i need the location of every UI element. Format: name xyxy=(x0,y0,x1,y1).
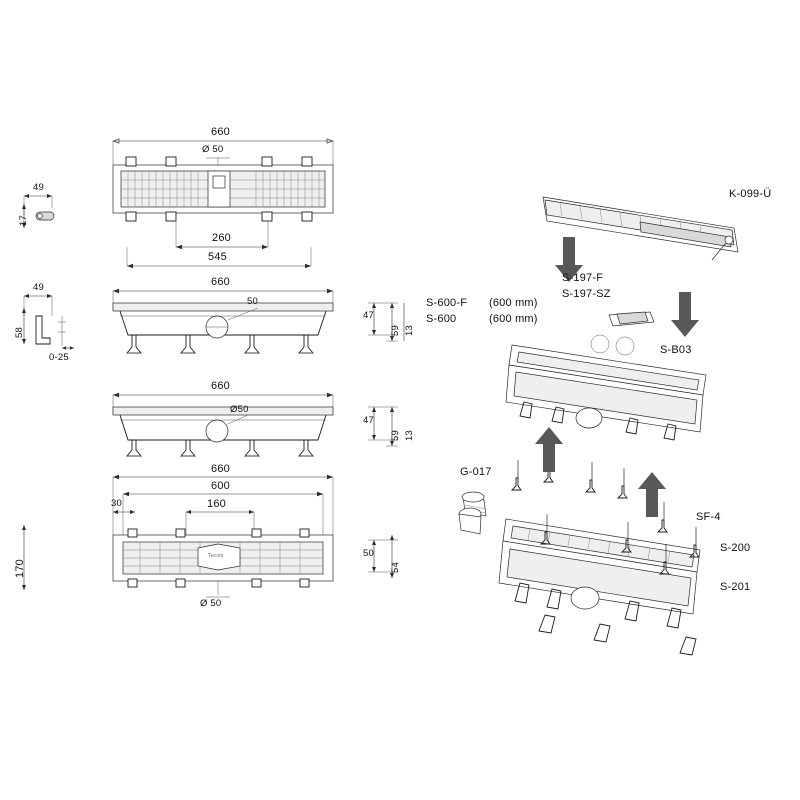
dim-label-13-side2: 13 xyxy=(404,430,415,441)
dim-label-47-side2: 47 xyxy=(363,415,374,426)
dim-label-49-detail: 49 xyxy=(33,182,44,193)
dim-label-54-bottom: 54 xyxy=(390,562,401,573)
brand-mark: Tecon xyxy=(208,553,224,559)
dim-label-47-side1: 47 xyxy=(363,310,374,321)
dim-label-0-25: 0-25 xyxy=(49,352,69,363)
part-label-s197sz: S-197-SZ xyxy=(562,288,611,300)
part-label-s197f: S-197-F xyxy=(562,272,604,284)
dim-label-660-side1: 660 xyxy=(211,276,230,288)
dim-label-49-side1: 49 xyxy=(33,282,44,293)
channel-side-view-2 xyxy=(113,407,333,456)
dim-58-side1 xyxy=(22,308,26,344)
iso-seal-piece xyxy=(591,312,654,355)
part-label-s200: S-200 xyxy=(720,542,751,554)
dim-label-545: 545 xyxy=(208,251,227,263)
dim-49-side1 xyxy=(24,294,52,316)
dim-160-bottom xyxy=(186,510,254,535)
model-size-s600f: (600 mm) xyxy=(489,297,538,309)
dim-label-30: 30 xyxy=(111,498,122,509)
model-label-s600f: S-600-F xyxy=(426,297,468,309)
dim-label-170: 170 xyxy=(14,559,26,578)
dim-label-660-bottom: 660 xyxy=(211,463,230,475)
dim-170-bottom xyxy=(22,525,26,590)
part-label-g017: G-017 xyxy=(460,466,492,478)
dim-label-660-top: 660 xyxy=(211,126,230,138)
dim-label-dia50-bottom: Ø 50 xyxy=(200,598,222,609)
part-label-s201: S-201 xyxy=(720,581,751,593)
dim-label-160: 160 xyxy=(207,498,226,510)
dim-label-dia50-top: Ø 50 xyxy=(202,144,224,155)
part-label-k099u: K-099-Ü xyxy=(729,188,772,200)
part-label-sf4: SF-4 xyxy=(696,511,721,523)
dim-label-600-bottom: 600 xyxy=(211,480,230,492)
channel-side-view-1 xyxy=(113,303,333,353)
model-size-s600: (600 mm) xyxy=(489,313,538,325)
dim-label-260: 260 xyxy=(212,232,231,244)
dim-label-17: 17 xyxy=(18,215,29,226)
dim-label-58: 58 xyxy=(14,327,25,338)
dim-label-13-side1: 13 xyxy=(404,325,415,336)
channel-bottom-view xyxy=(113,529,333,597)
iso-assembled-drain xyxy=(459,508,700,655)
dim-label-50-bottom: 50 xyxy=(363,548,374,559)
dim-label-59-side2: 59 xyxy=(390,430,401,441)
dim-30-bottom xyxy=(113,510,135,514)
dim-label-59-side1: 59 xyxy=(390,325,401,336)
dim-label-660-side2: 660 xyxy=(211,380,230,392)
iso-channel-body xyxy=(506,345,706,440)
model-label-s600: S-600 xyxy=(426,313,457,325)
part-label-sb03: S-B03 xyxy=(660,344,692,356)
dim-label-dia50-side2: Ø50 xyxy=(230,404,249,415)
dim-label-50-side1: 50 xyxy=(247,296,258,307)
detail-bracket-side1 xyxy=(36,316,74,350)
